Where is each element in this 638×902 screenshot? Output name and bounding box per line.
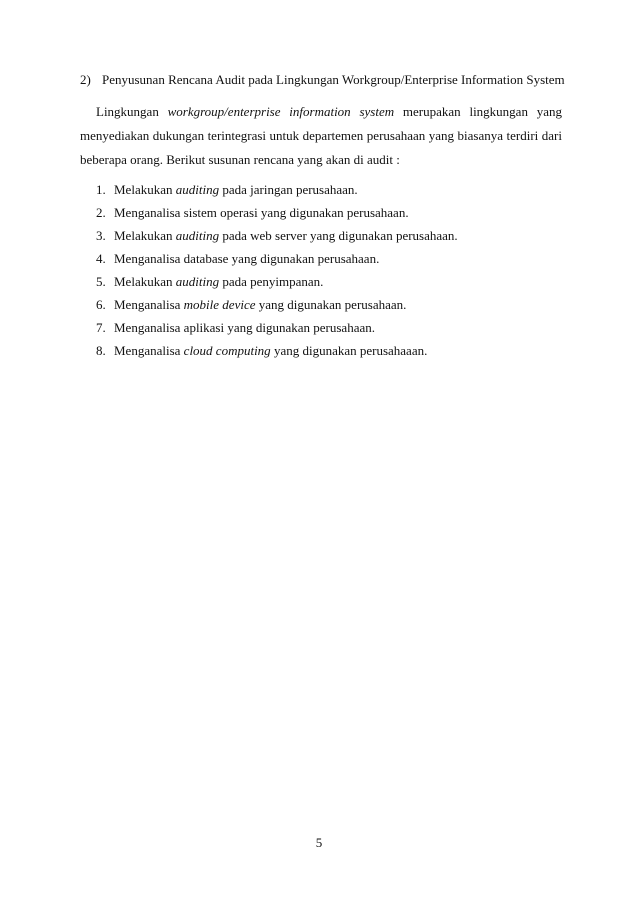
list-item — [96, 316, 556, 339]
list-item-text: Menganalisa — [114, 343, 184, 358]
list-item-text: Menganalisa database yang digunakan perusahaan. — [114, 251, 380, 266]
list-item — [96, 247, 556, 270]
list-item-text: Menganalisa — [114, 297, 184, 312]
list-item-number: 2. — [96, 205, 106, 220]
list-item-italic: auditing — [175, 274, 220, 289]
list-item-text: Menganalisa aplikasi yang digunakan perusahaan. — [114, 320, 375, 335]
body-paragraph — [80, 100, 562, 172]
list-item-italic: auditing — [175, 182, 220, 197]
list-item-number: 8. — [96, 343, 106, 358]
list-item-number: 7. — [96, 320, 106, 335]
list-item-text: Melakukan — [114, 274, 176, 289]
list-item — [96, 224, 556, 247]
list-item-number: 6. — [96, 297, 106, 312]
list-item-italic: auditing — [175, 228, 220, 243]
list-item — [96, 339, 556, 362]
list-item-text-after: pada web server yang digunakan perusahaan. — [219, 228, 458, 243]
list-item-text-after: yang digunakan perusahaan. — [255, 297, 407, 312]
list-item-italic: mobile device — [183, 297, 256, 312]
list-item — [96, 270, 556, 293]
list-item-number: 4. — [96, 251, 106, 266]
list-item-text-after: pada penyimpanan. — [219, 274, 324, 289]
page-number: 5 — [315, 835, 323, 850]
paragraph-text-end: merupakan lingkungan yang menyediakan dukungan terintegrasi untuk departemen perusahaan yang biasanya terdiri dari beberapa orang. Berikut susunan rencana yang akan di audit : — [80, 104, 563, 167]
paragraph-text-start: Lingkungan — [96, 104, 168, 119]
list-item-number: 3. — [96, 228, 106, 243]
list-item — [96, 293, 556, 316]
list-item — [96, 178, 556, 201]
list-item-text: Melakukan — [114, 228, 176, 243]
list-item-text-after: yang digunakan perusahaaan. — [270, 343, 428, 358]
list-item-number: 5. — [96, 274, 106, 289]
list-item-text: Melakukan — [114, 182, 176, 197]
list-item-text: Menganalisa sistem operasi yang digunakan perusahaan. — [114, 205, 409, 220]
paragraph-italic-term: workgroup/enterprise information system — [167, 104, 395, 119]
list-item-text-after: pada jaringan perusahaan. — [219, 182, 358, 197]
list-item-italic: cloud computing — [183, 343, 271, 358]
list-item-number: 1. — [96, 182, 106, 197]
section-title: Penyusunan Rencana Audit pada Lingkungan Workgroup/Enterprise Information System — [102, 72, 565, 87]
audit-plan-list — [96, 178, 556, 362]
section-number: 2) — [80, 72, 91, 87]
section-heading — [80, 70, 570, 90]
list-item — [96, 201, 556, 224]
